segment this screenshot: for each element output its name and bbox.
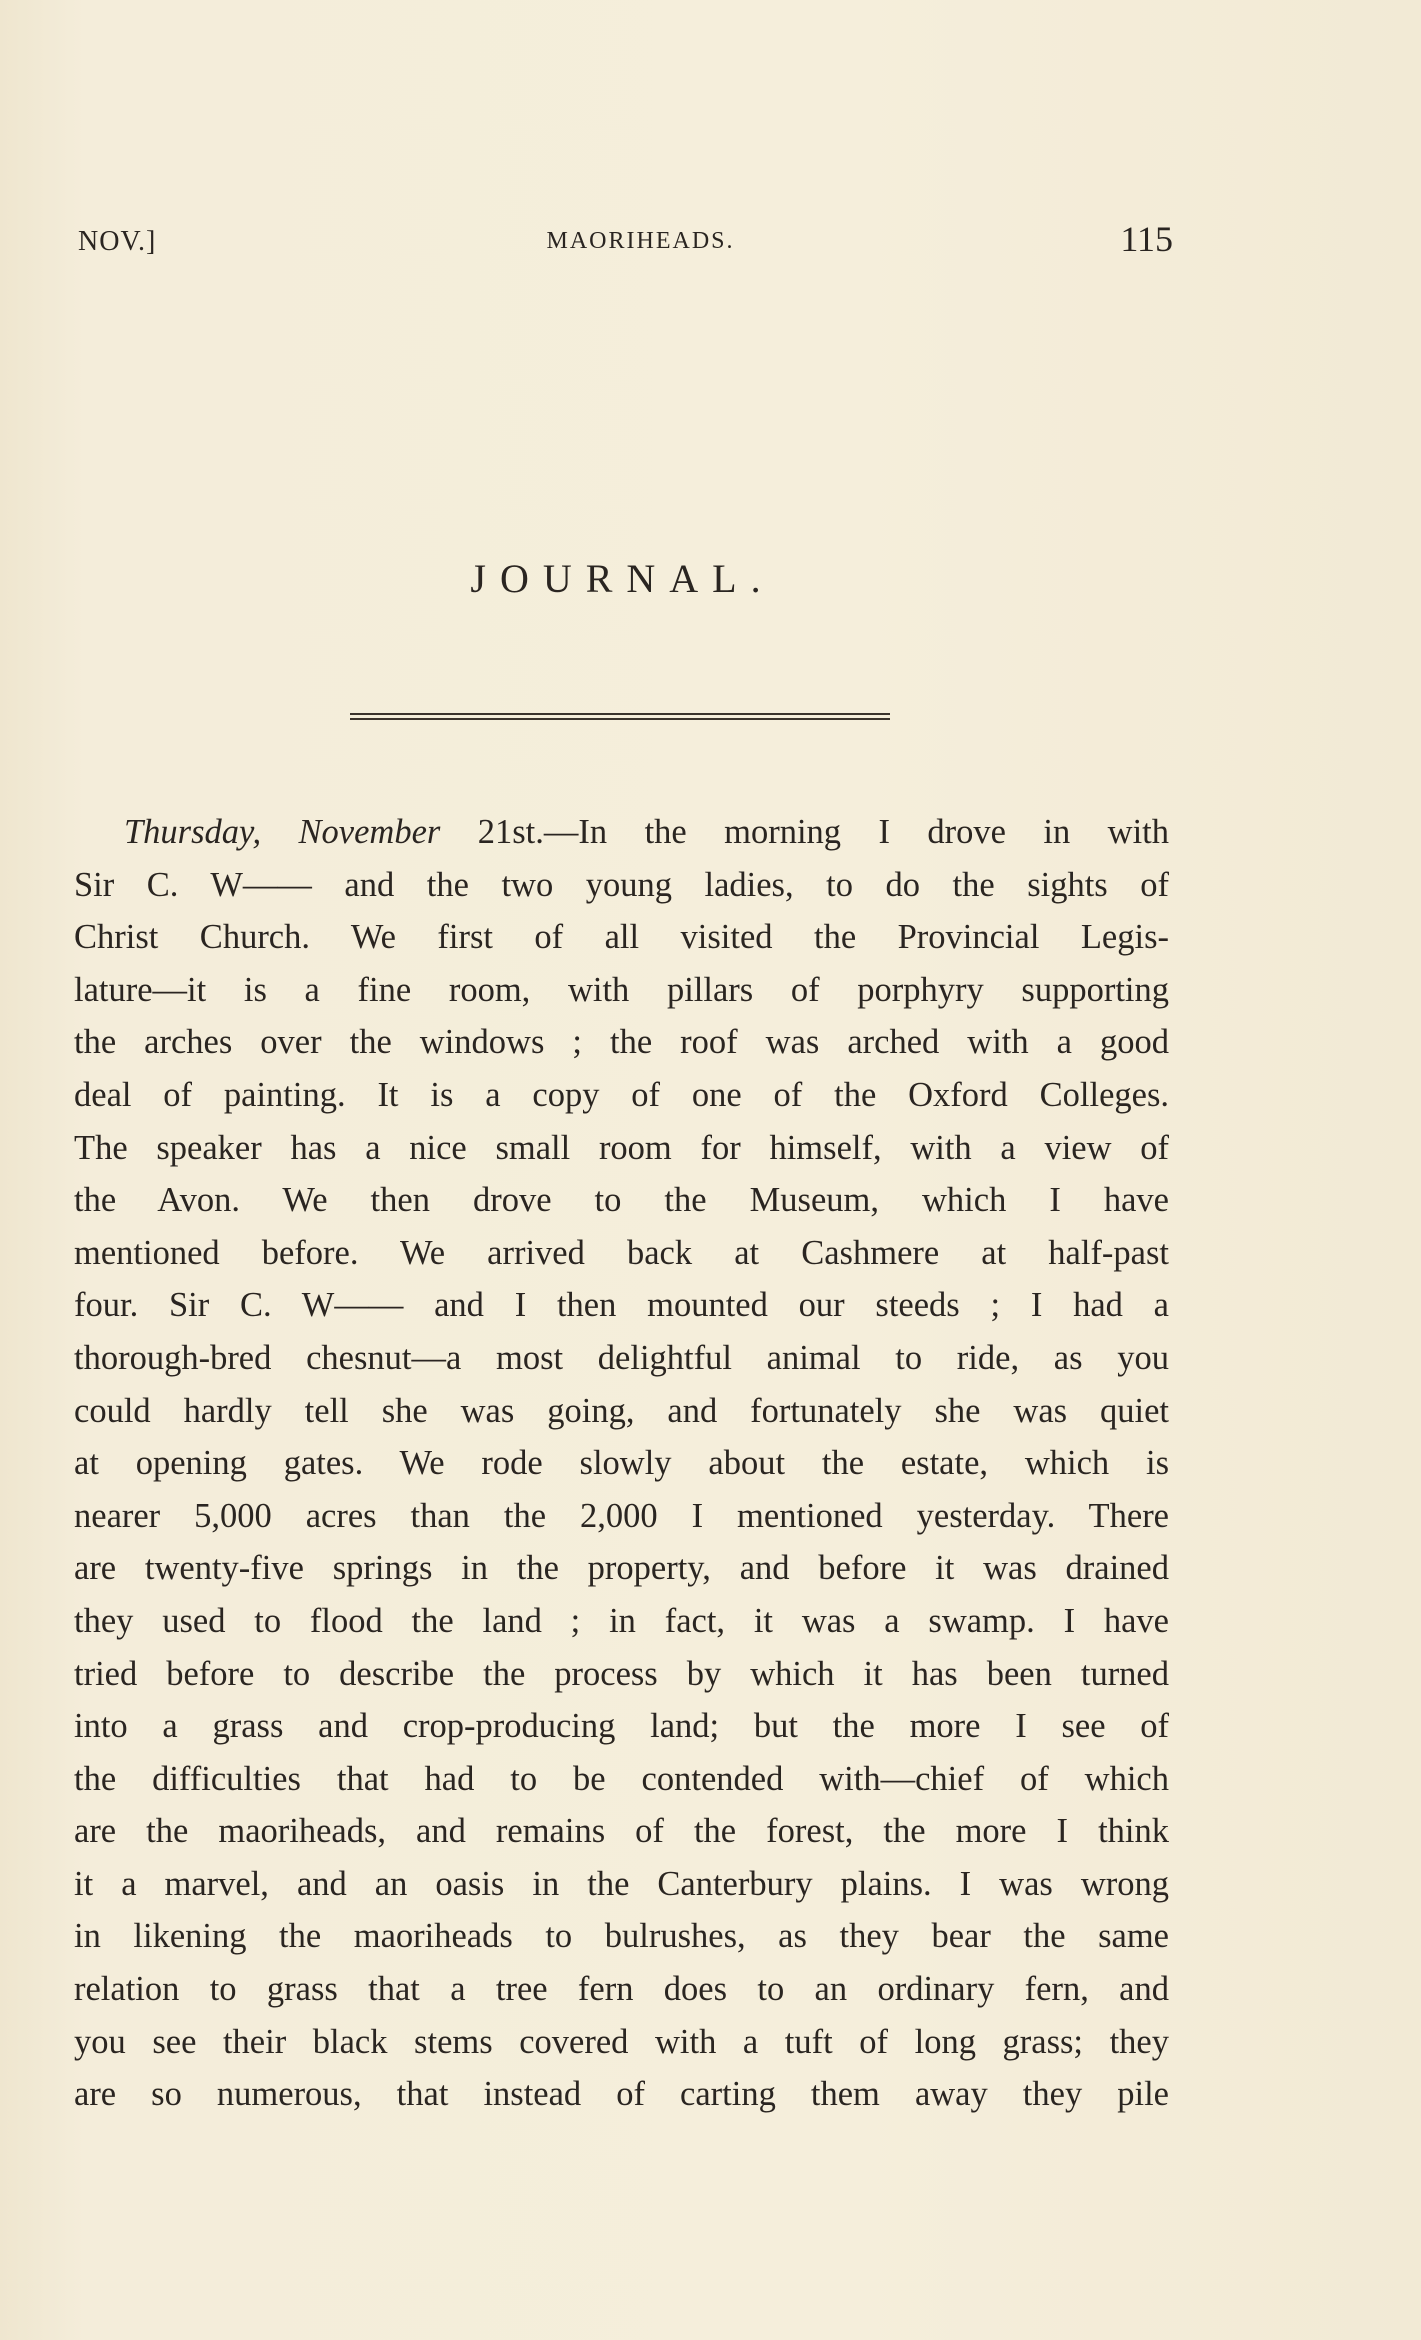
running-head-title: MAORIHEADS. <box>546 228 735 254</box>
rule-line-bottom <box>350 718 890 720</box>
paragraph-line: they used to flood the land ; in fact, it was a swamp. I have <box>74 1601 1169 1640</box>
running-head-month: NOV.] <box>78 226 157 257</box>
paragraph-line: are twenty-five springs in the property, and before it was drained <box>74 1549 1169 1588</box>
paragraph-lines <box>74 859 1169 2121</box>
journal-paragraph <box>74 806 1169 2121</box>
paragraph-line: lature—it is a fine room, with pillars of porphyry supporting <box>74 970 1169 1009</box>
paragraph-line: nearer 5,000 acres than the 2,000 I mentioned yesterday. There <box>74 1496 1169 1535</box>
page-number: 115 <box>1120 219 1173 259</box>
paragraph-line: in likening the maoriheads to bulrushes, as they bear the same <box>74 1917 1169 1956</box>
paragraph-line: four. Sir C. W—— and I then mounted our steeds ; I had a <box>74 1286 1169 1325</box>
first-line-text: —In the morning I drove in with <box>543 813 1169 851</box>
paragraph-line: the Avon. We then drove to the Museum, which I have <box>74 1181 1169 1220</box>
paragraph-line: thorough-bred chesnut—a most delightful animal to ride, as you <box>74 1338 1169 1377</box>
paragraph-line: tried before to describe the process by which it has been turned <box>74 1654 1169 1693</box>
entry-month: November <box>298 813 441 851</box>
running-head <box>78 218 1173 268</box>
paragraph-line: The speaker has a nice small room for himself, with a view of <box>74 1128 1169 1167</box>
paragraph-line: the arches over the windows ; the roof was arched with a good <box>74 1023 1169 1062</box>
paragraph-line: relation to grass that a tree fern does to an ordinary fern, and <box>74 1970 1169 2009</box>
paragraph-line: you see their black stems covered with a tuft of long grass; they <box>74 2022 1169 2061</box>
paragraph-line: mentioned before. We arrived back at Cashmere at half-past <box>74 1233 1169 1272</box>
paragraph-line: it a marvel, and an oasis in the Canterbury plains. I was wrong <box>74 1864 1169 1903</box>
paragraph-line: could hardly tell she was going, and fortunately she was quiet <box>74 1391 1169 1430</box>
paragraph-line: deal of painting. It is a copy of one of the Oxford Colleges. <box>74 1075 1169 1114</box>
rule-line-top <box>350 713 890 715</box>
paragraph-line: into a grass and crop-producing land; but the more I see of <box>74 1707 1169 1746</box>
paragraph-line: are the maoriheads, and remains of the forest, the more I think <box>74 1812 1169 1851</box>
entry-ordinal: 21st. <box>477 813 544 851</box>
title-rule <box>350 713 890 723</box>
section-title: JOURNAL. <box>470 556 775 601</box>
paragraph-first-line <box>74 806 1169 859</box>
paragraph-line: at opening gates. We rode slowly about the estate, which is <box>74 1444 1169 1483</box>
paragraph-line: Christ Church. We first of all visited the Provincial Legis- <box>74 918 1169 957</box>
paragraph-line: are so numerous, that instead of carting them away they pile <box>74 2075 1169 2114</box>
paragraph-line: the difficulties that had to be contended with—chief of which <box>74 1759 1169 1798</box>
entry-day: Thursday, <box>124 813 262 851</box>
paragraph-line: Sir C. W—— and the two young ladies, to do the sights of <box>74 865 1169 904</box>
